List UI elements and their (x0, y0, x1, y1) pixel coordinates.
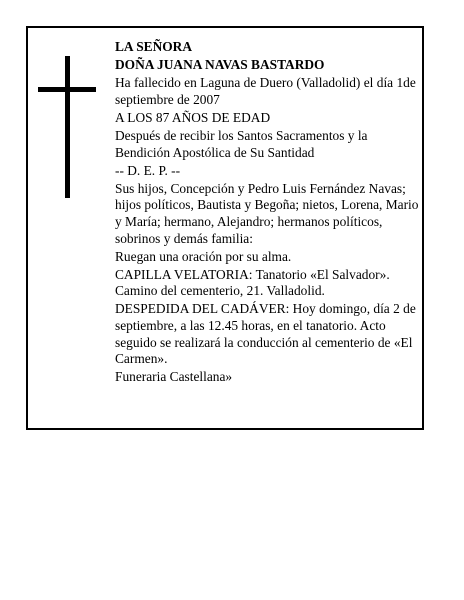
deceased-name: DOÑA JUANA NAVAS BASTARDO (115, 57, 325, 73)
notice-title: LA SEÑORA (115, 39, 193, 54)
obituary-notice (26, 26, 424, 430)
age-line: A LOS 87 AÑOS DE EDAD (115, 109, 271, 125)
prayer-line: Ruegan una oración por su alma. (115, 248, 292, 264)
cross-horizontal-bar (38, 87, 96, 92)
rip-line: -- D. E. P. -- (115, 162, 181, 178)
funeral-home-line: Funeraria Castellana» (115, 369, 233, 385)
notice-text (115, 39, 421, 387)
family-line: Sus hijos, Concepción y Pedro Luis Fernández Navas; hijos políticos, Bautista y Begoña; nietos, Lorena, Mario y María; hermano, Alejandro; hermanos políticos, sobrinos y demás familia: (115, 180, 419, 246)
cross-vertical-bar (65, 56, 70, 198)
death-announcement: Ha fallecido en Laguna de Duero (Valladolid) el día 1de septiembre de 2007 (115, 75, 416, 107)
sacraments-line: Después de recibir los Santos Sacramentos y la Bendición Apostólica de Su Santidad (115, 127, 368, 160)
chapel-line: CAPILLA VELATORIA: Tanatorio «El Salvador». Camino del cementerio, 21. Valladolid. (115, 266, 390, 299)
farewell-line: DESPEDIDA DEL CADÁVER: Hoy domingo, día 2 de septiembre, a las 12.45 horas, en el tanatorio. Acto seguido se realizará la conducción al cementerio de «El Carmen». (115, 301, 416, 367)
latin-cross-icon (38, 56, 96, 198)
